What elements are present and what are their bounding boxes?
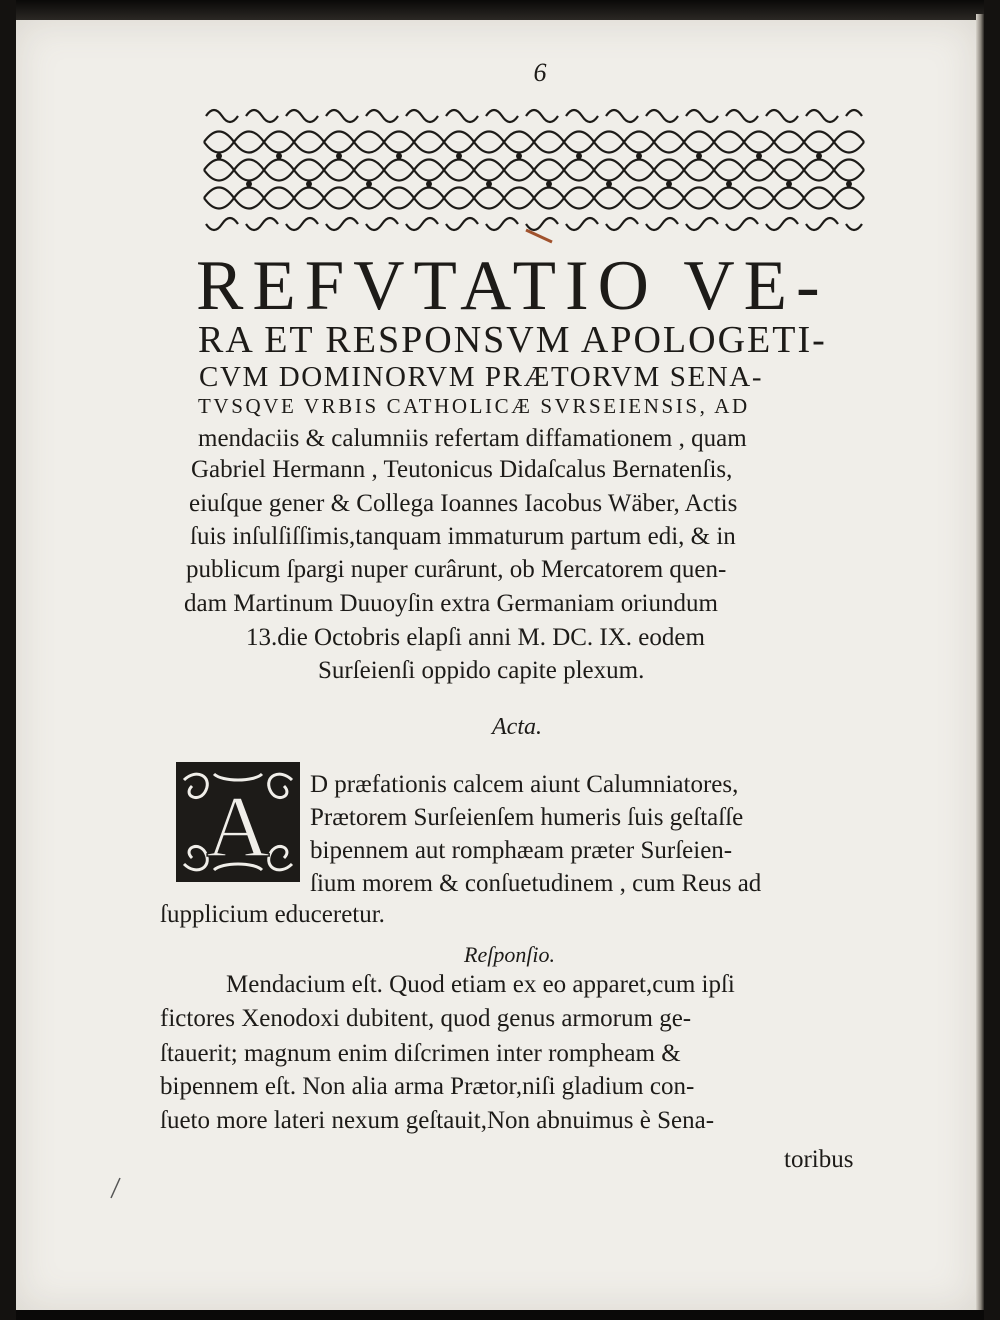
headpiece-ornament: [196, 96, 880, 244]
page-number: 6: [533, 58, 547, 87]
title-line-2: RA ET RESPONSVM APOLOGETI-: [198, 319, 827, 361]
pencil-mark: [108, 1176, 122, 1200]
title-body-line: publicum ſpargi nuper curârunt, ob Mercatorem quen-: [186, 556, 727, 583]
section-heading-acta: Acta.: [492, 714, 542, 740]
responsio-line: Mendacium eſt. Quod etiam ex eo apparet,cum ipſi: [226, 971, 735, 998]
section-heading-responsio: Reſponſio.: [464, 942, 556, 967]
page-edge-right: [976, 14, 984, 1314]
responsio-line: ſtauerit; magnum enim diſcrimen inter rompheam &: [160, 1040, 681, 1067]
title-body-line: eiuſque gener & Collega Ioannes Iacobus Wäber, Actis: [189, 490, 738, 517]
responsio-line: bipennem eſt. Non alia arma Prætor,niſi gladium con-: [160, 1073, 695, 1100]
title-body-line: dam Martinum Duuoyſin extra Germaniam oriundum: [184, 590, 718, 617]
page-edge-top: [16, 0, 984, 20]
acta-line: D præfationis calcem aiunt Calumniatores,: [310, 771, 739, 798]
decorated-initial-letter: [174, 760, 302, 884]
title-body-line: Surſeienſi oppido capite plexum.: [318, 657, 645, 684]
responsio-line: ſueto more lateri nexum geſtauit,Non abnuimus è Sena-: [160, 1107, 715, 1134]
title-body-line: Gabriel Hermann , Teutonicus Didaſcalus Bernatenſis,: [191, 456, 733, 483]
acta-line: ſium morem & conſuetudinem , cum Reus ad: [310, 870, 762, 897]
title-body-line: mendaciis & calumniis refertam diffamationem , quam: [198, 425, 747, 452]
svg-text:A: A: [206, 779, 270, 876]
acta-line: bipennem aut romphæam præter Surſeien-: [310, 837, 733, 864]
title-body-line: ſuis inſulſiſſimis,tanquam immaturum partum edi, & in: [190, 523, 736, 550]
acta-line: Prætorem Surſeienſem humeris ſuis geſtaſſe: [310, 804, 744, 831]
responsio-line: fictores Xenodoxi dubitent, quod genus armorum ge-: [160, 1005, 692, 1032]
title-line-3: CVM DOMINORVM PRÆTORVM SENA-: [199, 361, 764, 393]
title-line-4: TVSQVE VRBIS CATHOLICÆ SVRSEIENSIS, AD: [198, 394, 750, 418]
acta-line: ſupplicium educeretur.: [160, 901, 385, 928]
catchword: toribus: [784, 1146, 854, 1173]
page-edge-bottom: [16, 1310, 984, 1320]
title-line-1: REFVTATIO VE-: [196, 247, 829, 325]
title-body-line: 13.die Octobris elapſi anni M. DC. IX. eodem: [246, 624, 705, 651]
